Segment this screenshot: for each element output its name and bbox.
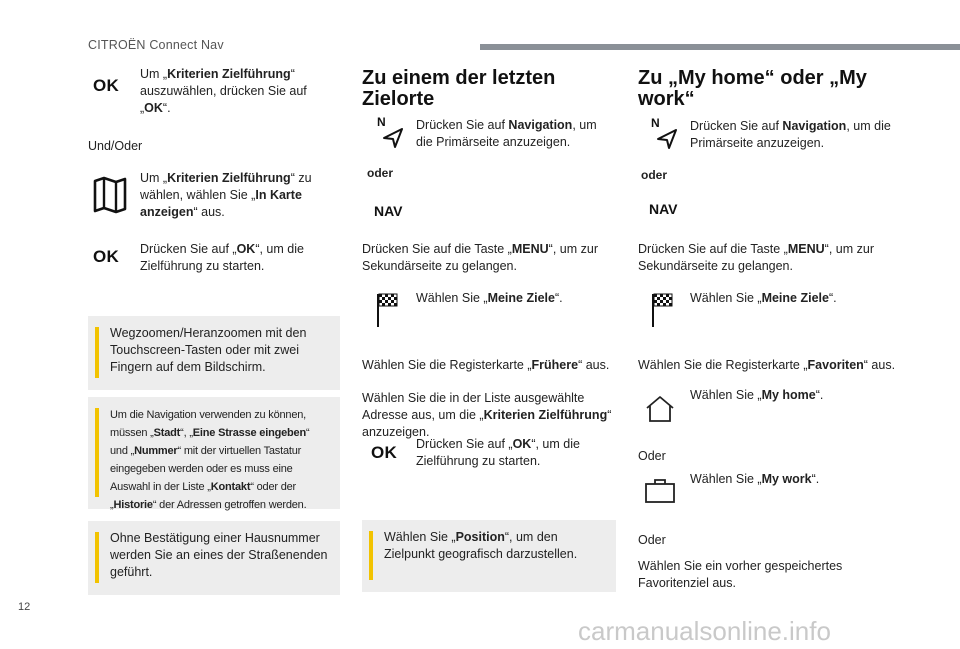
navigation-arrow-icon xyxy=(382,126,406,150)
compass-n-label: N xyxy=(651,116,660,130)
oder-separator-2: Oder xyxy=(638,533,666,547)
checkered-flag-icon xyxy=(651,292,673,328)
home-icon xyxy=(644,395,676,423)
left-step-2: Um „Kriterien Zielführung“ zu wählen, wählen Sie „In Karte anzeigen“ aus. xyxy=(140,171,312,219)
ok-icon: OK xyxy=(93,247,120,266)
note-position-text: Wählen Sie „Position“, um den Zielpunkt geografisch darzustellen. xyxy=(384,530,578,561)
oder-label: oder xyxy=(367,166,394,180)
section-title-last-destinations: Zu einem der letzten Zielorte xyxy=(362,67,556,110)
right-step-2: Drücken Sie auf die Taste „MENU“, um zur Sekundärseite zu gelangen. xyxy=(638,242,874,273)
compass-n-label: N xyxy=(377,115,386,129)
mid-step-3: Wählen Sie „Meine Ziele“. xyxy=(416,291,563,305)
note-navigation-text: Um die Navigation verwenden zu können, müssen „Stadt“, „Eine Strasse eingeben“ und „Nummer“ mit der virtuellen Tastatur eingegeben werden oder es muss eine Auswahl in der Liste „Kontakt“ oder der „Historie“ der Adressen getroffen werden. xyxy=(110,409,310,511)
note-zoom xyxy=(88,316,340,390)
note-marker xyxy=(369,531,373,580)
note-zoom-text: Wegzoomen/Heranzoomen mit den Touchscreen-Tasten oder mit zwei Fingern auf dem Bildschirm. xyxy=(110,326,307,374)
right-step-5: Wählen Sie „My home“. xyxy=(690,388,824,402)
note-marker xyxy=(95,408,99,497)
right-step-3: Wählen Sie „Meine Ziele“. xyxy=(690,291,837,305)
mid-step-4: Wählen Sie die Registerkarte „Frühere“ aus. xyxy=(362,358,610,372)
mid-step-5: Wählen Sie die in der Liste ausgewählte Adresse aus, um die „Kriterien Zielführung“ anzuzeigen. xyxy=(362,391,612,439)
header-bar xyxy=(480,44,960,50)
header-title: CITROËN Connect Nav xyxy=(88,38,224,52)
note-marker xyxy=(95,532,99,583)
mid-step-2: Drücken Sie auf die Taste „MENU“, um zur Sekundärseite zu gelangen. xyxy=(362,242,598,273)
navigation-arrow-icon xyxy=(656,127,680,151)
checkered-flag-icon xyxy=(376,292,398,328)
briefcase-icon xyxy=(644,478,676,504)
right-step-6: Wählen Sie „My work“. xyxy=(690,472,820,486)
left-step-3: Drücken Sie auf „OK“, um die Zielführung zu starten. xyxy=(140,242,304,273)
note-navigation xyxy=(88,397,340,509)
right-step-4: Wählen Sie die Registerkarte „Favoriten“ aus. xyxy=(638,358,896,372)
nav-button-icon: NAV xyxy=(374,203,403,219)
map-icon xyxy=(92,176,128,214)
mid-step-1: Drücken Sie auf Navigation, um die Primärseite anzuzeigen. xyxy=(416,118,597,149)
note-position xyxy=(362,520,616,592)
und-oder-label: Und/Oder xyxy=(88,139,143,153)
mid-step-6: Drücken Sie auf „OK“, um die Zielführung zu starten. xyxy=(416,437,580,468)
note-house-number-text: Ohne Bestätigung einer Hausnummer werden Sie an eines der Straßenenden geführt. xyxy=(110,531,328,579)
ok-icon: OK xyxy=(371,443,398,462)
right-step-1: Drücken Sie auf Navigation, um die Primärseite anzuzeigen. xyxy=(690,119,891,150)
left-step-1: Um „Kriterien Zielführung“ auszuwählen, drücken Sie auf „OK“. xyxy=(140,67,307,115)
oder-separator-1: Oder xyxy=(638,449,666,463)
ok-icon: OK xyxy=(93,76,120,95)
nav-button-icon: NAV xyxy=(649,201,678,217)
note-house-number xyxy=(88,521,340,595)
oder-label: oder xyxy=(641,168,668,182)
watermark: carmanualsonline.info xyxy=(578,616,831,646)
page-number: 12 xyxy=(18,601,31,613)
right-step-7: Wählen Sie ein vorher gespeichertes Favoritenziel aus. xyxy=(638,559,843,590)
section-title-my-home-work: Zu „My home“ oder „My work“ xyxy=(638,67,867,110)
note-marker xyxy=(95,327,99,378)
